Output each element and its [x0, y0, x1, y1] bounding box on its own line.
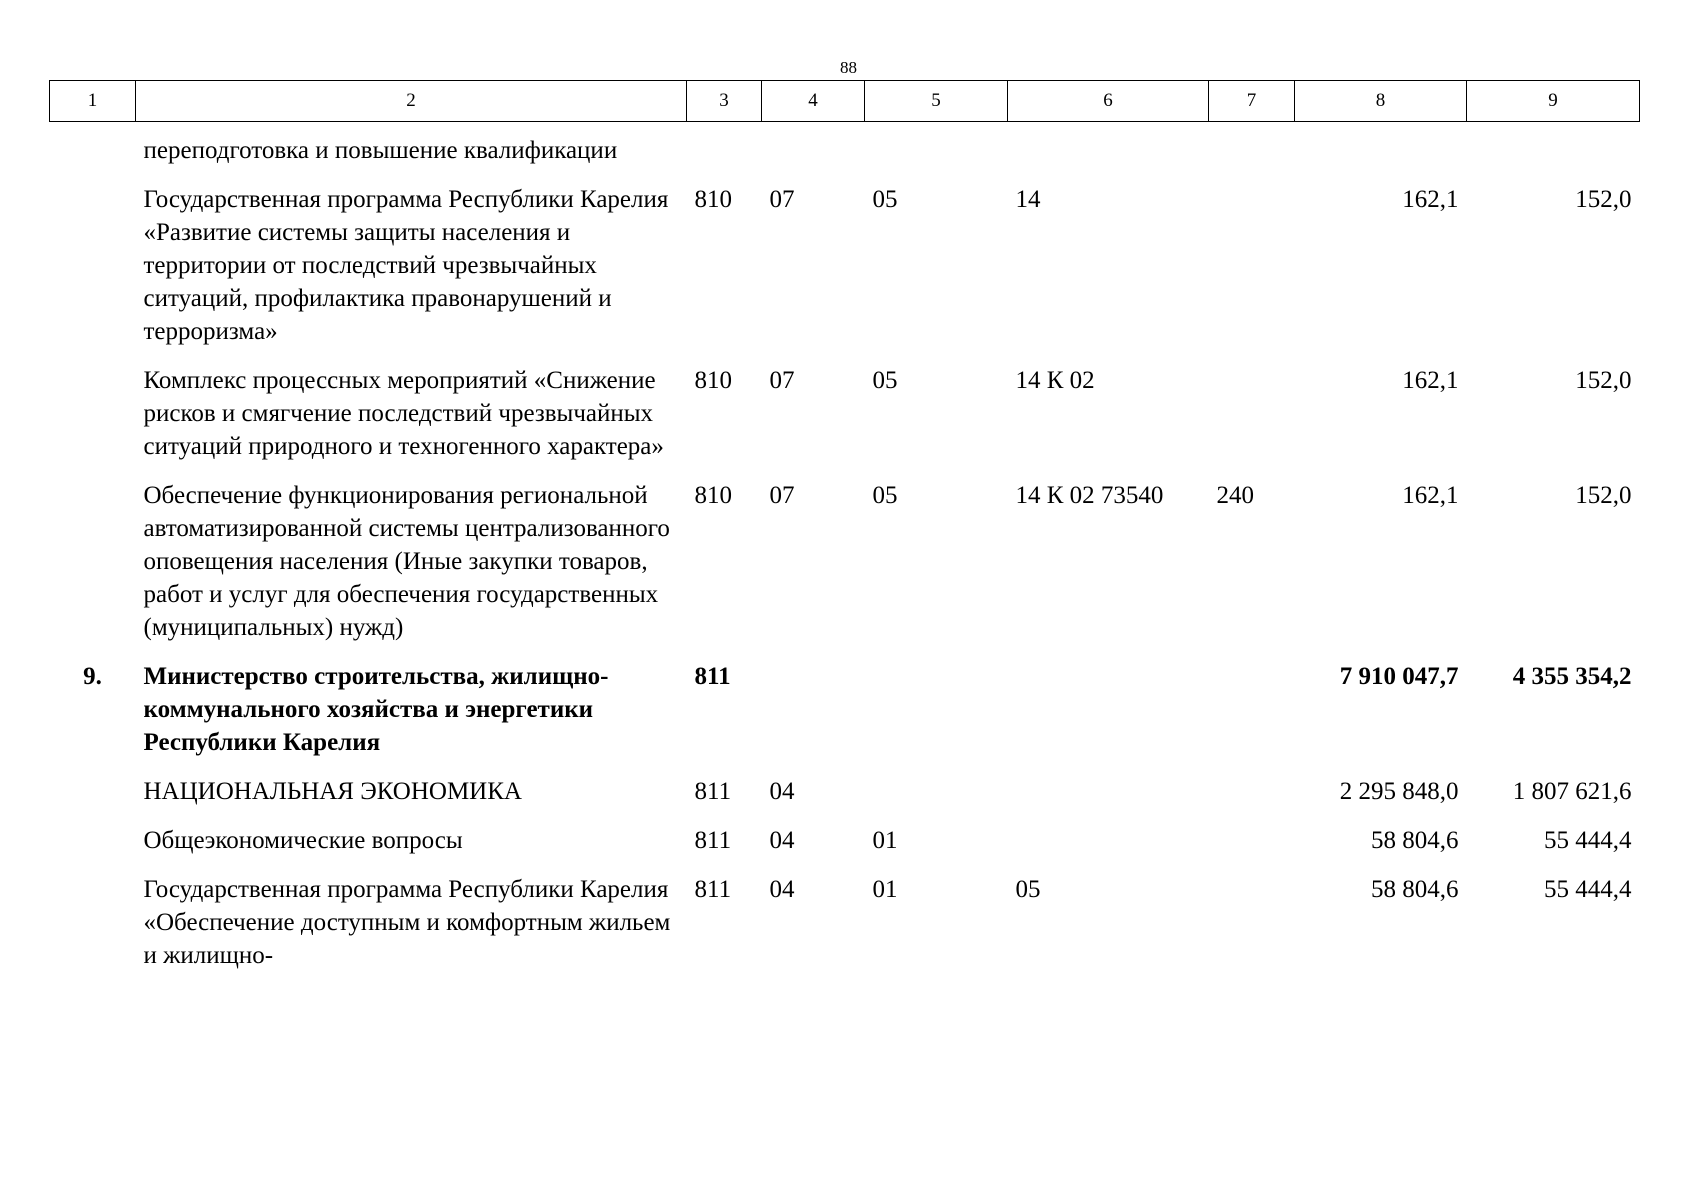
row-number-cell [50, 183, 136, 364]
row-number-cell [50, 364, 136, 479]
table-row [50, 183, 1640, 364]
section-code-cell: 07 [769, 367, 795, 394]
column-header-8: 8 [1295, 81, 1467, 122]
row-number-cell [50, 122, 136, 184]
amount-col8-cell: 58 804,6 [1371, 827, 1459, 854]
budget-table [49, 80, 1640, 988]
amount-col8-cell: 58 804,6 [1371, 876, 1459, 903]
expense-type-cell [1209, 775, 1295, 824]
target-article-cell [1008, 122, 1209, 184]
section-code-cell: 04 [769, 876, 795, 903]
ministry-code-cell: 811 [694, 663, 731, 690]
subsection-code-cell [865, 775, 1008, 824]
table-row [50, 873, 1640, 988]
amount-col8-cell: 162,1 [1402, 367, 1459, 394]
expense-type-cell [1209, 183, 1295, 364]
row-number-cell [50, 873, 136, 988]
subsection-code-cell: 05 [872, 482, 898, 509]
item-name-cell: НАЦИОНАЛЬНАЯ ЭКОНОМИКА [143, 778, 522, 805]
target-article-cell: 14 [1015, 186, 1041, 213]
row-number-cell [50, 775, 136, 824]
item-name-cell: Комплекс процессных мероприятий «Снижение рисков и смягчение последствий чрезвычайных ситуаций природного и техногенного характера» [143, 367, 664, 460]
amount-col8-cell: 7 910 047,7 [1339, 663, 1459, 690]
expense-type-cell [1209, 824, 1295, 873]
amount-col9-cell: 152,0 [1575, 367, 1632, 394]
ministry-code-cell: 811 [694, 778, 732, 805]
expense-type-cell [1209, 122, 1295, 184]
amount-col9-cell: 152,0 [1575, 482, 1632, 509]
ministry-code-cell: 811 [694, 876, 732, 903]
column-header-5: 5 [865, 81, 1008, 122]
item-name-cell: Государственная программа Республики Карелия «Обеспечение доступным и комфортным жильем и жилищно- [143, 876, 671, 969]
amount-col8-cell: 162,1 [1402, 482, 1459, 509]
column-header-9: 9 [1467, 81, 1640, 122]
target-article-cell [1008, 660, 1209, 775]
table-row [50, 122, 1640, 184]
section-code-cell: 04 [769, 778, 795, 805]
column-header-7: 7 [1209, 81, 1295, 122]
column-number-row [50, 81, 1640, 122]
amount-col9-cell: 152,0 [1575, 186, 1632, 213]
table-header [50, 81, 1640, 122]
item-name-cell: Обеспечение функционирования региональной автоматизированной системы централизованного оповещения населения (Иные закупки товаров, работ и услуг для обеспечения государственных (муниципальных) нужд) [143, 482, 670, 641]
row-number-cell [50, 479, 136, 660]
column-header-1: 1 [50, 81, 136, 122]
amount-col9-cell: 1 807 621,6 [1512, 778, 1632, 805]
amount-col9-cell: 55 444,4 [1544, 827, 1632, 854]
table-row [50, 479, 1640, 660]
table-body [50, 122, 1640, 989]
amount-col8-cell: 162,1 [1402, 186, 1459, 213]
subsection-code-cell [865, 660, 1008, 775]
item-name-cell: переподготовка и повышение квалификации [143, 137, 618, 164]
target-article-cell [1008, 775, 1209, 824]
item-name-cell: Общеэкономические вопросы [143, 827, 463, 854]
column-header-4: 4 [762, 81, 865, 122]
expense-type-cell [1209, 873, 1295, 988]
section-code-cell: 04 [769, 827, 795, 854]
ministry-code-cell: 810 [694, 186, 732, 213]
expense-type-cell [1209, 660, 1295, 775]
amount-col9-cell [1467, 122, 1640, 184]
ministry-code-cell: 810 [694, 367, 732, 394]
amount-col9-cell: 55 444,4 [1544, 876, 1632, 903]
target-article-cell: 14 К 02 [1015, 367, 1095, 394]
amount-col8-cell [1295, 122, 1467, 184]
item-name-cell: Министерство строительства, жилищно-коммунального хозяйства и энергетики Республики Карелия [143, 663, 609, 756]
table-row [50, 660, 1640, 775]
target-article-cell: 05 [1015, 876, 1041, 903]
amount-col8-cell: 2 295 848,0 [1339, 778, 1459, 805]
row-number-cell: 9. [83, 663, 102, 690]
section-code-cell: 07 [769, 482, 795, 509]
row-number-cell [50, 824, 136, 873]
subsection-code-cell: 05 [872, 186, 898, 213]
section-code-cell: 07 [769, 186, 795, 213]
target-article-cell [1008, 824, 1209, 873]
item-name-cell: Государственная программа Республики Карелия «Развитие системы защиты населения и территории от последствий чрезвычайных ситуаций, профилактика правонарушений и терроризма» [143, 186, 669, 345]
ministry-code-cell: 810 [694, 482, 732, 509]
subsection-code-cell [865, 122, 1008, 184]
subsection-code-cell: 05 [872, 367, 898, 394]
table-row [50, 364, 1640, 479]
ministry-code-cell: 811 [694, 827, 732, 854]
table-row [50, 824, 1640, 873]
section-code-cell [762, 660, 865, 775]
ministry-code-cell [687, 122, 762, 184]
page-number: 88 [840, 58, 857, 77]
section-code-cell [762, 122, 865, 184]
subsection-code-cell: 01 [872, 876, 898, 903]
amount-col9-cell: 4 355 354,2 [1512, 663, 1632, 690]
expense-type-cell [1209, 364, 1295, 479]
expense-type-cell: 240 [1216, 482, 1254, 509]
subsection-code-cell: 01 [872, 827, 898, 854]
table-row [50, 775, 1640, 824]
column-header-2: 2 [136, 81, 687, 122]
column-header-3: 3 [687, 81, 762, 122]
column-header-6: 6 [1008, 81, 1209, 122]
target-article-cell: 14 К 02 73540 [1015, 482, 1164, 509]
